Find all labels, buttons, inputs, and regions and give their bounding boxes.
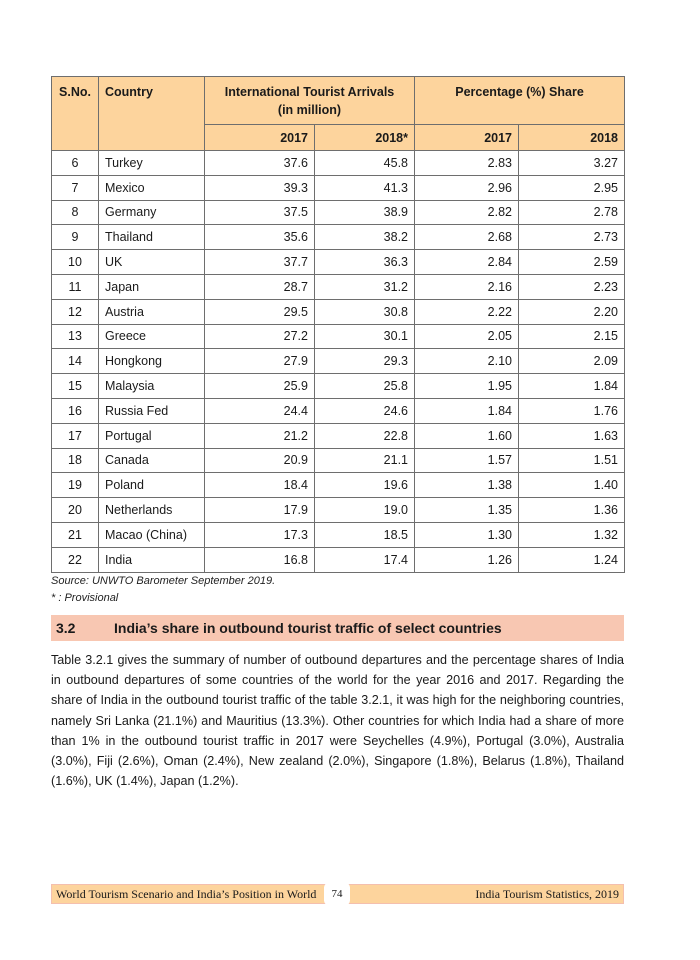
cell-country: Canada [99,448,205,473]
cell-sno: 15 [52,374,99,399]
table-row [52,200,625,225]
cell-arrivals-2017: 18.4 [205,473,315,498]
table-row [52,398,625,423]
cell-sno: 9 [52,225,99,250]
table-notes [51,573,275,607]
cell-country: Austria [99,299,205,324]
header-share-2017: 2017 [415,125,519,151]
cell-sno: 16 [52,398,99,423]
cell-arrivals-2017: 37.5 [205,200,315,225]
cell-share-2018: 2.09 [519,349,625,374]
cell-arrivals-2018: 41.3 [315,175,415,200]
cell-arrivals-2017: 20.9 [205,448,315,473]
cell-arrivals-2017: 27.9 [205,349,315,374]
header-sno: S.No. [52,77,99,151]
cell-share-2018: 2.73 [519,225,625,250]
cell-sno: 22 [52,547,99,572]
cell-arrivals-2017: 37.7 [205,250,315,275]
tourist-arrivals-table [51,76,625,573]
cell-share-2017: 1.95 [415,374,519,399]
cell-sno: 7 [52,175,99,200]
table-row [52,473,625,498]
cell-country: Turkey [99,151,205,176]
cell-share-2018: 2.20 [519,299,625,324]
cell-arrivals-2018: 30.1 [315,324,415,349]
cell-country: Russia Fed [99,398,205,423]
cell-arrivals-2017: 17.9 [205,498,315,523]
source-note: Source: UNWTO Barometer September 2019. [51,575,276,587]
cell-share-2017: 2.16 [415,274,519,299]
cell-country: Poland [99,473,205,498]
table-row [52,175,625,200]
cell-share-2017: 1.26 [415,547,519,572]
cell-share-2017: 2.96 [415,175,519,200]
cell-arrivals-2017: 27.2 [205,324,315,349]
footer-publication-title: India Tourism Statistics, 2019 [475,886,619,901]
cell-share-2017: 2.82 [415,200,519,225]
cell-country: Mexico [99,175,205,200]
cell-arrivals-2017: 35.6 [205,225,315,250]
header-share-group: Percentage (%) Share [415,77,625,125]
table-row [52,522,625,547]
cell-arrivals-2018: 21.1 [315,448,415,473]
cell-share-2017: 2.84 [415,250,519,275]
cell-arrivals-2017: 24.4 [205,398,315,423]
cell-sno: 21 [52,522,99,547]
cell-share-2017: 1.35 [415,498,519,523]
cell-share-2018: 2.23 [519,274,625,299]
table-row [52,374,625,399]
cell-arrivals-2018: 22.8 [315,423,415,448]
cell-arrivals-2017: 28.7 [205,274,315,299]
table-row [52,299,625,324]
cell-sno: 10 [52,250,99,275]
cell-share-2018: 2.59 [519,250,625,275]
cell-sno: 18 [52,448,99,473]
cell-share-2017: 1.84 [415,398,519,423]
table-row [52,324,625,349]
cell-share-2017: 2.10 [415,349,519,374]
cell-arrivals-2018: 24.6 [315,398,415,423]
table-row [52,349,625,374]
cell-country: Hongkong [99,349,205,374]
cell-country: Japan [99,274,205,299]
page-footer [51,884,624,904]
cell-arrivals-2018: 36.3 [315,250,415,275]
cell-arrivals-2017: 37.6 [205,151,315,176]
cell-sno: 20 [52,498,99,523]
table-row [52,225,625,250]
cell-country: UK [99,250,205,275]
cell-share-2017: 1.57 [415,448,519,473]
cell-share-2018: 1.40 [519,473,625,498]
cell-country: Portugal [99,423,205,448]
cell-share-2018: 1.76 [519,398,625,423]
cell-country: Macao (China) [99,522,205,547]
table-row [52,423,625,448]
cell-sno: 13 [52,324,99,349]
section-title: India’s share in outbound tourist traffic of select countries [114,620,502,636]
cell-country: Greece [99,324,205,349]
cell-share-2017: 1.60 [415,423,519,448]
cell-country: Netherlands [99,498,205,523]
cell-share-2018: 3.27 [519,151,625,176]
table-row [52,250,625,275]
provisional-note: * : Provisional [51,592,119,604]
cell-sno: 17 [52,423,99,448]
cell-share-2018: 2.15 [519,324,625,349]
cell-arrivals-2018: 38.9 [315,200,415,225]
cell-arrivals-2018: 19.6 [315,473,415,498]
cell-arrivals-2017: 17.3 [205,522,315,547]
cell-arrivals-2017: 16.8 [205,547,315,572]
cell-sno: 19 [52,473,99,498]
header-arrivals-group [205,77,415,125]
table-row [52,274,625,299]
cell-share-2018: 1.24 [519,547,625,572]
cell-share-2017: 1.30 [415,522,519,547]
cell-arrivals-2017: 25.9 [205,374,315,399]
cell-share-2018: 1.84 [519,374,625,399]
cell-country: Malaysia [99,374,205,399]
section-heading [51,615,624,641]
cell-share-2018: 1.63 [519,423,625,448]
table-row [52,547,625,572]
cell-share-2017: 2.05 [415,324,519,349]
cell-country: Thailand [99,225,205,250]
cell-share-2017: 2.83 [415,151,519,176]
table-row [52,151,625,176]
cell-arrivals-2018: 17.4 [315,547,415,572]
header-share-2018: 2018 [519,125,625,151]
tourist-arrivals-table-container [51,76,624,573]
cell-share-2018: 2.78 [519,200,625,225]
cell-sno: 14 [52,349,99,374]
table-row [52,498,625,523]
header-arrivals-title: International Tourist Arrivals [224,85,395,99]
cell-sno: 12 [52,299,99,324]
header-country: Country [99,77,205,151]
cell-arrivals-2018: 30.8 [315,299,415,324]
cell-share-2017: 1.38 [415,473,519,498]
section-number: 3.2 [56,620,76,636]
cell-arrivals-2018: 38.2 [315,225,415,250]
cell-share-2018: 1.51 [519,448,625,473]
cell-share-2018: 1.36 [519,498,625,523]
footer-chapter-title: World Tourism Scenario and India’s Position in World [56,886,317,901]
table-body [52,151,625,573]
cell-arrivals-2018: 19.0 [315,498,415,523]
cell-share-2017: 2.22 [415,299,519,324]
cell-country: Germany [99,200,205,225]
header-arrivals-2018: 2018* [315,125,415,151]
header-arrivals-unit: (in million) [277,103,342,117]
section-paragraph: Table 3.2.1 gives the summary of number of outbound departures and the percentage shares of India in outbound departures of some countries of the world for the year 2016 and 2017. Regarding the share of India in the outbound tourist traffic of the table 3.2.1, it was high for the neighboring countries, namely Sri Lanka (21.1%) and Mauritius (13.3%). Other countries for which India had a share of more than 1% in the outbound tourist traffic in 2017 were Seychelles (4.9%), Portugal (3.0%), Australia (3.0%), Fiji (2.6%), Oman (2.4%), New zealand (2.0%), Singapore (1.8%), Belarus (1.8%), Thailand (1.6%), UK (1.4%), Japan (1.2%). [51,653,624,789]
cell-arrivals-2017: 39.3 [205,175,315,200]
cell-arrivals-2018: 18.5 [315,522,415,547]
cell-sno: 8 [52,200,99,225]
cell-arrivals-2018: 25.8 [315,374,415,399]
header-arrivals-2017: 2017 [205,125,315,151]
cell-arrivals-2018: 29.3 [315,349,415,374]
cell-country: India [99,547,205,572]
table-row [52,448,625,473]
cell-arrivals-2017: 21.2 [205,423,315,448]
cell-arrivals-2018: 31.2 [315,274,415,299]
cell-share-2017: 2.68 [415,225,519,250]
page-number: 74 [324,882,350,906]
cell-share-2018: 1.32 [519,522,625,547]
cell-sno: 11 [52,274,99,299]
cell-arrivals-2018: 45.8 [315,151,415,176]
cell-arrivals-2017: 29.5 [205,299,315,324]
cell-sno: 6 [52,151,99,176]
cell-share-2018: 2.95 [519,175,625,200]
